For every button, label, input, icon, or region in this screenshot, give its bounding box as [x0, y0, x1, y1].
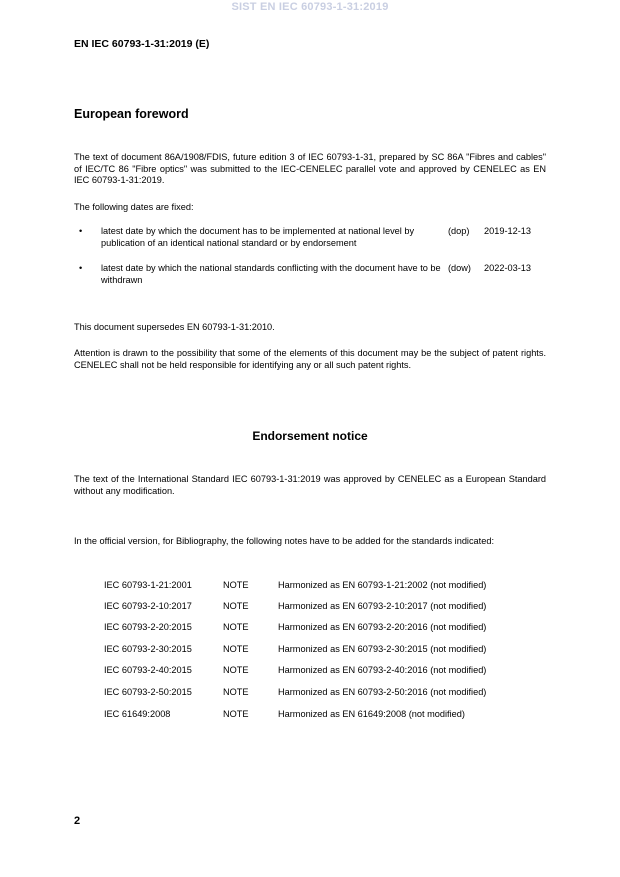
note-standard: IEC 60793-2-20:2015 — [104, 622, 192, 632]
note-text: Harmonized as EN 60793-2-50:2016 (not modified) — [278, 687, 487, 697]
note-standard: IEC 60793-2-40:2015 — [104, 665, 192, 675]
note-row — [104, 580, 544, 592]
date-item-date: 2019-12-13 — [484, 226, 531, 236]
date-item-dow — [74, 263, 546, 287]
bullet-icon: • — [79, 226, 83, 236]
supersedes-text: This document supersedes EN 60793-1-31:2010. — [74, 322, 275, 332]
note-row — [104, 601, 544, 613]
date-item-code: (dop) — [448, 226, 470, 236]
note-standard: IEC 60793-1-21:2001 — [104, 580, 192, 590]
note-text: Harmonized as EN 60793-2-20:2016 (not modified) — [278, 622, 487, 632]
note-text: Harmonized as EN 61649:2008 (not modified) — [278, 709, 465, 719]
bullet-icon: • — [79, 263, 83, 273]
date-item-date: 2022-03-13 — [484, 263, 531, 273]
endorsement-heading: Endorsement notice — [252, 429, 368, 443]
note-standard: IEC 60793-2-10:2017 — [104, 601, 192, 611]
note-text: Harmonized as EN 60793-2-10:2017 (not modified) — [278, 601, 487, 611]
note-text: Harmonized as EN 60793-2-30:2015 (not modified) — [278, 644, 487, 654]
watermark: SIST EN IEC 60793-1-31:2019 — [231, 1, 389, 13]
date-item-dop — [74, 226, 546, 250]
page-number: 2 — [74, 815, 81, 827]
foreword-intro: The text of document 86A/1908/FDIS, future edition 3 of IEC 60793-1-31, prepared by SC 86A "Fibres and cables" of IEC/TC 86 "Fibre optics" was submitted to the IEC-CENELEC parallel vote and approved by CENELEC as EN IEC 60793-1-31:2019. — [74, 152, 546, 185]
note-standard: IEC 60793-2-30:2015 — [104, 644, 192, 654]
note-label: NOTE — [223, 709, 249, 719]
note-text: Harmonized as EN 60793-1-21:2002 (not modified) — [278, 580, 487, 590]
date-item-text: latest date by which the document has to be implemented at national level by publication of an identical national standard or by endorsement — [101, 226, 415, 248]
endorsement-text: The text of the International Standard IEC 60793-1-31:2019 was approved by CENELEC as a European Standard without any modification. — [74, 474, 546, 496]
note-row — [104, 665, 544, 677]
note-standard: IEC 60793-2-50:2015 — [104, 687, 192, 697]
note-label: NOTE — [223, 622, 249, 632]
note-row — [104, 644, 544, 656]
note-row — [104, 687, 544, 699]
patent-attention-text: Attention is drawn to the possibility that some of the elements of this document may be the subject of patent rights. CENELEC shall not be held responsible for identifying any or all such patent rights. — [74, 348, 546, 370]
foreword-heading: European foreword — [74, 107, 189, 121]
note-label: NOTE — [223, 687, 249, 697]
bibliography-intro: In the official version, for Bibliography, the following notes have to be added for the standards indicated: — [74, 536, 494, 546]
document-header: EN IEC 60793-1-31:2019 (E) — [74, 38, 210, 50]
note-row — [104, 709, 544, 721]
dates-intro: The following dates are fixed: — [74, 202, 194, 212]
note-label: NOTE — [223, 644, 249, 654]
note-text: Harmonized as EN 60793-2-40:2016 (not modified) — [278, 665, 487, 675]
note-row — [104, 622, 544, 634]
note-label: NOTE — [223, 601, 249, 611]
date-item-text: latest date by which the national standards conflicting with the document have to be withdrawn — [101, 263, 441, 285]
note-standard: IEC 61649:2008 — [104, 709, 171, 719]
note-label: NOTE — [223, 665, 249, 675]
date-item-code: (dow) — [448, 263, 471, 273]
note-label: NOTE — [223, 580, 249, 590]
